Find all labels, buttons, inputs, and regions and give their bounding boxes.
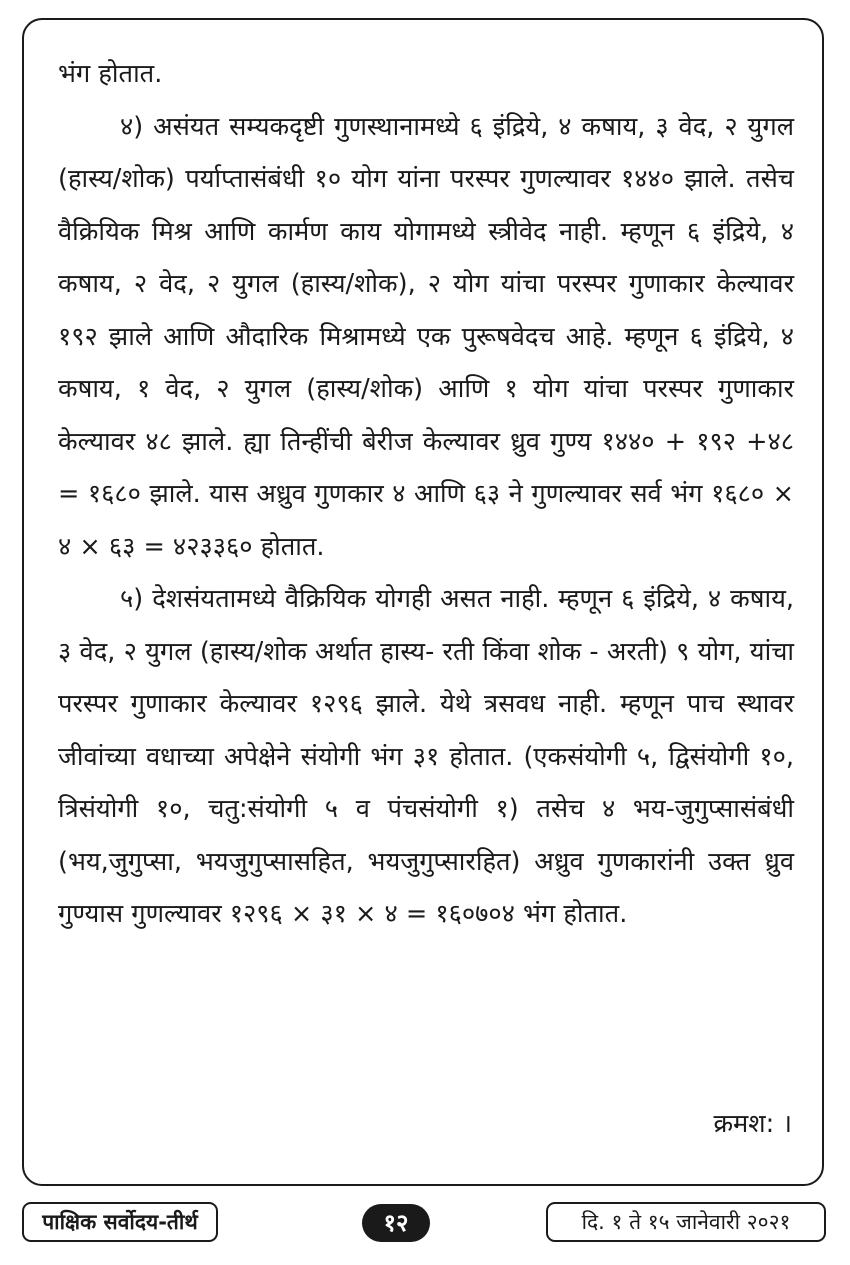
paragraph-continuation: भंग होतात. xyxy=(58,59,163,89)
article-body xyxy=(58,48,794,941)
issue-date: दि. १ ते १५ जानेवारी २०२१ xyxy=(546,1202,826,1242)
publication-name: पाक्षिक सर्वोदय-तीर्थ xyxy=(22,1202,218,1242)
paragraph-point-4: ४) असंयत सम्यकदृष्टी गुणस्थानामध्ये ६ इंद्रिये, ४ कषाय, ३ वेद, २ युगल (हास्य/शोक) पर्याप्तासंबंधी १० योग यांना परस्पर गुणल्यावर १४४० झाले. तसेच वैक्रियिक मिश्र आणि कार्मण काय योगामध्ये स्त्रीवेद नाही. म्हणून ६ इंद्रिये, ४ कषाय, २ वेद, २ युगल (हास्य/शोक), २ योग यांचा परस्पर गुणाकार केल्यावर १९२ झाले आणि औदारिक मिश्रामध्ये एक पुरूषवेदच आहे. म्हणून ६ इंद्रिये, ४ कषाय, १ वेद, २ युगल (हास्य/शोक) आणि १ योग यांचा परस्पर गुणाकार केल्यावर ४८ झाले. ह्या तिन्हींची बेरीज केल्यावर ध्रुव गुण्य १४४० + १९२ +४८ = १६८० झाले. यास अध्रुव गुणकार ४ आणि ६३ ने गुणल्यावर सर्व भंग १६८० × ४ × ६३ = ४२३३६० होतात. xyxy=(58,111,794,562)
continued-marker: क्रमश: । xyxy=(713,1109,792,1139)
page-number-badge: १२ xyxy=(362,1204,430,1242)
paragraph-point-5: ५) देशसंयतामध्ये वैक्रियिक योगही असत नाही. म्हणून ६ इंद्रिये, ४ कषाय, ३ वेद, २ युगल (हास्य/शोक अर्थात हास्य- रती किंवा शोक - अरती) ९ योग, यांचा परस्पर गुणाकार केल्यावर १२९६ झाले. येथे त्रसवध नाही. म्हणून पाच स्थावर जीवांच्या वधाच्या अपेक्षेने संयोगी भंग ३१ होतात. (एकसंयोगी ५, द्विसंयोगी १०, त्रिसंयोगी १०, चतु:संयोगी ५ व पंचसंयोगी १) तसेच ४ भय-जुगुप्सासंबंधी (भय,जुगुप्सा, भयजुगुप्सासहित, भयजुगुप्सारहित) अध्रुव गुणकारांनी उक्त ध्रुव गुण्यास गुणल्यावर १२९६ × ३१ × ४ = १६०७०४ भंग होतात. xyxy=(58,584,794,929)
